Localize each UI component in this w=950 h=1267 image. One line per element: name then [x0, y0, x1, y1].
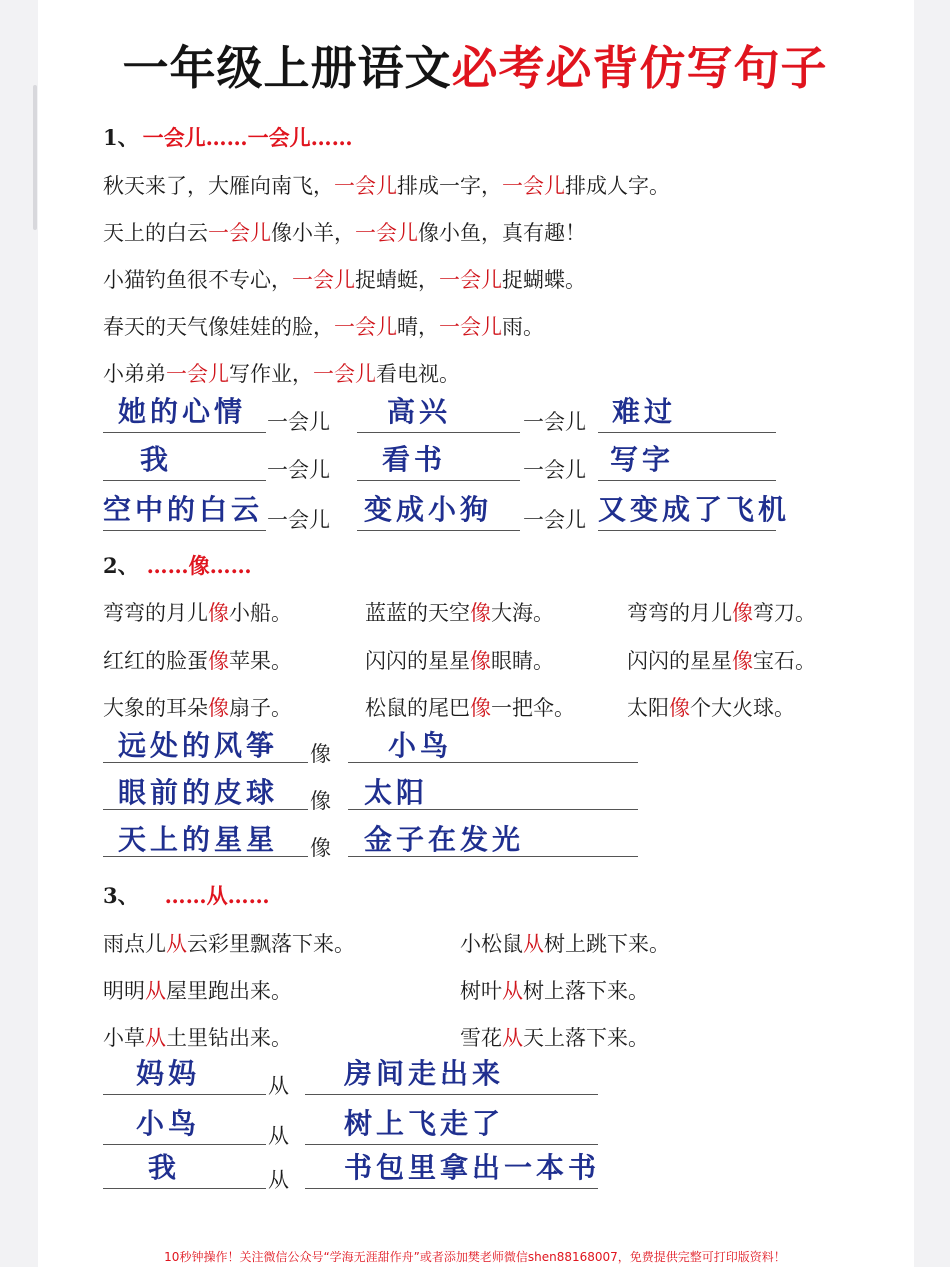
sentence-text: 小船。	[229, 601, 292, 625]
handwritten-answer: 我	[148, 1151, 181, 1184]
handwritten-answer: 房间走出来	[344, 1057, 505, 1090]
sentence-text: 树叶	[460, 979, 502, 1003]
sentence-text: 小猫钓鱼很不专心，	[103, 268, 292, 292]
blank-line	[305, 1144, 598, 1145]
connector-word: 从	[268, 1074, 289, 1098]
section-number: 2、	[103, 553, 139, 578]
sentence-text: 弯弯的月儿	[103, 601, 208, 625]
sentence-text: 捉蜻蜓，	[355, 268, 439, 292]
keyword: 一会儿	[334, 315, 397, 339]
sentence-text: 屋里跑出来。	[166, 979, 292, 1003]
sentence-text: 闪闪的星星	[365, 649, 470, 673]
sentence-text: 春天的天气像娃娃的脸，	[103, 315, 334, 339]
section-number: 3、	[103, 883, 139, 908]
keyword: 像	[208, 649, 229, 673]
connector-word: 像	[310, 836, 331, 860]
keyword: 从	[145, 1026, 166, 1050]
handwritten-answer: 写字	[610, 443, 675, 476]
blank-line	[348, 809, 638, 810]
blank-line	[103, 809, 308, 810]
sentence-text: 小松鼠	[460, 932, 523, 956]
handwritten-answer: 看书	[382, 443, 447, 476]
blank-line	[103, 530, 266, 531]
keyword: 像	[732, 649, 753, 673]
handwritten-answer: 小鸟	[388, 729, 453, 762]
blank-line	[598, 480, 776, 481]
example-sentence	[627, 645, 816, 675]
footer-promo: 10秒钟操作！关注微信公众号“学海无涯甜作舟”或者添加樊老师微信shen88168007，免费提供完整可打印版资料！	[164, 1250, 786, 1264]
keyword: 一会儿	[334, 174, 397, 198]
example-sentence	[460, 1022, 649, 1052]
keyword: 从	[145, 979, 166, 1003]
example-sentence	[103, 217, 586, 247]
section-heading	[103, 550, 252, 580]
keyword: 像	[208, 696, 229, 720]
section-number: 1、	[103, 125, 139, 150]
section-pattern: ……像……	[146, 553, 252, 578]
handwritten-answer: 天上的星星	[118, 823, 279, 856]
connector-word: 像	[310, 789, 331, 813]
example-sentence	[627, 597, 816, 627]
sentence-text: 秋天来了，大雁向南飞，	[103, 174, 334, 198]
keyword: 从	[502, 979, 523, 1003]
sentence-text: 眼睛。	[491, 649, 554, 673]
title-black-part: 一年级上册语文	[122, 41, 452, 95]
sentence-text: 树上落下来。	[523, 979, 649, 1003]
section-heading	[103, 122, 353, 152]
section-pattern: 一会儿……一会儿……	[142, 125, 353, 150]
sentence-text: 大象的耳朵	[103, 696, 208, 720]
example-sentence	[103, 358, 460, 388]
blank-line	[357, 530, 520, 531]
blank-line	[598, 432, 776, 433]
example-sentence	[365, 692, 575, 722]
connector-word: 像	[310, 742, 331, 766]
sentence-text: 弯弯的月儿	[627, 601, 732, 625]
connector-word: 从	[268, 1124, 289, 1148]
keyword: 像	[470, 649, 491, 673]
sentence-text: 树上跳下来。	[544, 932, 670, 956]
connector-word: 一会儿	[267, 458, 330, 482]
keyword: 像	[669, 696, 690, 720]
sentence-text: 明明	[103, 979, 145, 1003]
keyword: 一会儿	[208, 221, 271, 245]
keyword: 像	[470, 601, 491, 625]
handwritten-answer: 妈妈	[136, 1057, 201, 1090]
connector-word: 一会儿	[523, 458, 586, 482]
keyword: 像	[208, 601, 229, 625]
example-sentence	[627, 692, 795, 722]
handwritten-answer: 小鸟	[136, 1107, 201, 1140]
sentence-text: 写作业，	[229, 362, 313, 386]
handwritten-answer: 又变成了飞机	[598, 493, 791, 526]
handwritten-answer: 空中的白云	[103, 493, 264, 526]
keyword: 从	[523, 932, 544, 956]
connector-word: 一会儿	[523, 508, 586, 532]
handwritten-answer: 她的心情	[118, 395, 247, 428]
keyword: 一会儿	[166, 362, 229, 386]
blank-line	[103, 1188, 266, 1189]
example-sentence	[365, 645, 554, 675]
sentence-text: 排成人字。	[565, 174, 670, 198]
keyword: 一会儿	[313, 362, 376, 386]
sentence-text: 弯刀。	[753, 601, 816, 625]
blank-line	[305, 1094, 598, 1095]
example-sentence	[103, 645, 292, 675]
sentence-text: 像小羊，	[271, 221, 355, 245]
title-red-part: 必考必背仿写句子	[451, 41, 828, 95]
example-sentence	[460, 928, 670, 958]
keyword: 一会儿	[439, 315, 502, 339]
blank-line	[348, 762, 638, 763]
keyword: 一会儿	[292, 268, 355, 292]
sentence-text: 排成一字，	[397, 174, 502, 198]
connector-word: 一会儿	[267, 410, 330, 434]
example-sentence	[103, 170, 670, 200]
sentence-text: 蓝蓝的天空	[365, 601, 470, 625]
blank-line	[103, 1144, 266, 1145]
sentence-text: 像小鱼，真有趣！	[418, 221, 586, 245]
blank-line	[103, 856, 308, 857]
sentence-text: 雨点儿	[103, 932, 166, 956]
handwritten-answer: 远处的风筝	[118, 729, 279, 762]
sentence-text: 小弟弟	[103, 362, 166, 386]
example-sentence	[103, 692, 292, 722]
sentence-text: 闪闪的星星	[627, 649, 732, 673]
sentence-text: 个大火球。	[690, 696, 795, 720]
sentence-text: 天上的白云	[103, 221, 208, 245]
example-sentence	[103, 928, 355, 958]
keyword: 从	[502, 1026, 523, 1050]
handwritten-answer: 高兴	[387, 395, 452, 428]
blank-line	[103, 480, 266, 481]
sentence-text: 天上落下来。	[523, 1026, 649, 1050]
sentence-text: 苹果。	[229, 649, 292, 673]
connector-word: 一会儿	[523, 410, 586, 434]
blank-line	[357, 432, 520, 433]
handwritten-answer: 金子在发光	[364, 823, 525, 856]
keyword: 一会儿	[502, 174, 565, 198]
sentence-text: 雪花	[460, 1026, 502, 1050]
blank-line	[598, 530, 776, 531]
handwritten-answer: 难过	[612, 395, 677, 428]
example-sentence	[365, 597, 554, 627]
section-heading	[103, 880, 270, 910]
handwritten-answer: 我	[140, 443, 173, 476]
blank-line	[103, 1094, 266, 1095]
handwritten-answer: 树上飞走了	[344, 1107, 505, 1140]
example-sentence	[103, 975, 292, 1005]
keyword: 像	[732, 601, 753, 625]
sentence-text: 扇子。	[229, 696, 292, 720]
sentence-text: 太阳	[627, 696, 669, 720]
sentence-text: 土里钻出来。	[166, 1026, 292, 1050]
example-sentence	[103, 264, 586, 294]
sentence-text: 红红的脸蛋	[103, 649, 208, 673]
sentence-text: 捉蝴蝶。	[502, 268, 586, 292]
sentence-text: 晴，	[397, 315, 439, 339]
sentence-text: 小草	[103, 1026, 145, 1050]
blank-line	[103, 432, 266, 433]
sentence-text: 松鼠的尾巴	[365, 696, 470, 720]
section-pattern: ……从……	[164, 883, 270, 908]
keyword: 一会儿	[355, 221, 418, 245]
example-sentence	[103, 597, 292, 627]
sentence-text: 大海。	[491, 601, 554, 625]
handwritten-answer: 太阳	[364, 776, 429, 809]
example-sentence	[460, 975, 649, 1005]
connector-word: 一会儿	[267, 508, 330, 532]
handwritten-answer: 书包里拿出一本书	[344, 1151, 601, 1184]
blank-line	[305, 1188, 598, 1189]
sentence-text: 云彩里飘落下来。	[187, 932, 355, 956]
blank-line	[357, 480, 520, 481]
page-title	[0, 38, 950, 98]
handwritten-answer: 变成小狗	[364, 493, 493, 526]
sentence-text: 雨。	[502, 315, 544, 339]
keyword: 像	[470, 696, 491, 720]
example-sentence	[103, 1022, 292, 1052]
blank-line	[348, 856, 638, 857]
handwritten-answer: 眼前的皮球	[118, 776, 279, 809]
keyword: 一会儿	[439, 268, 502, 292]
sentence-text: 看电视。	[376, 362, 460, 386]
blank-line	[103, 762, 308, 763]
sentence-text: 一把伞。	[491, 696, 575, 720]
keyword: 从	[166, 932, 187, 956]
connector-word: 从	[268, 1168, 289, 1192]
sentence-text: 宝石。	[753, 649, 816, 673]
example-sentence	[103, 311, 544, 341]
scroll-indicator	[33, 85, 37, 230]
